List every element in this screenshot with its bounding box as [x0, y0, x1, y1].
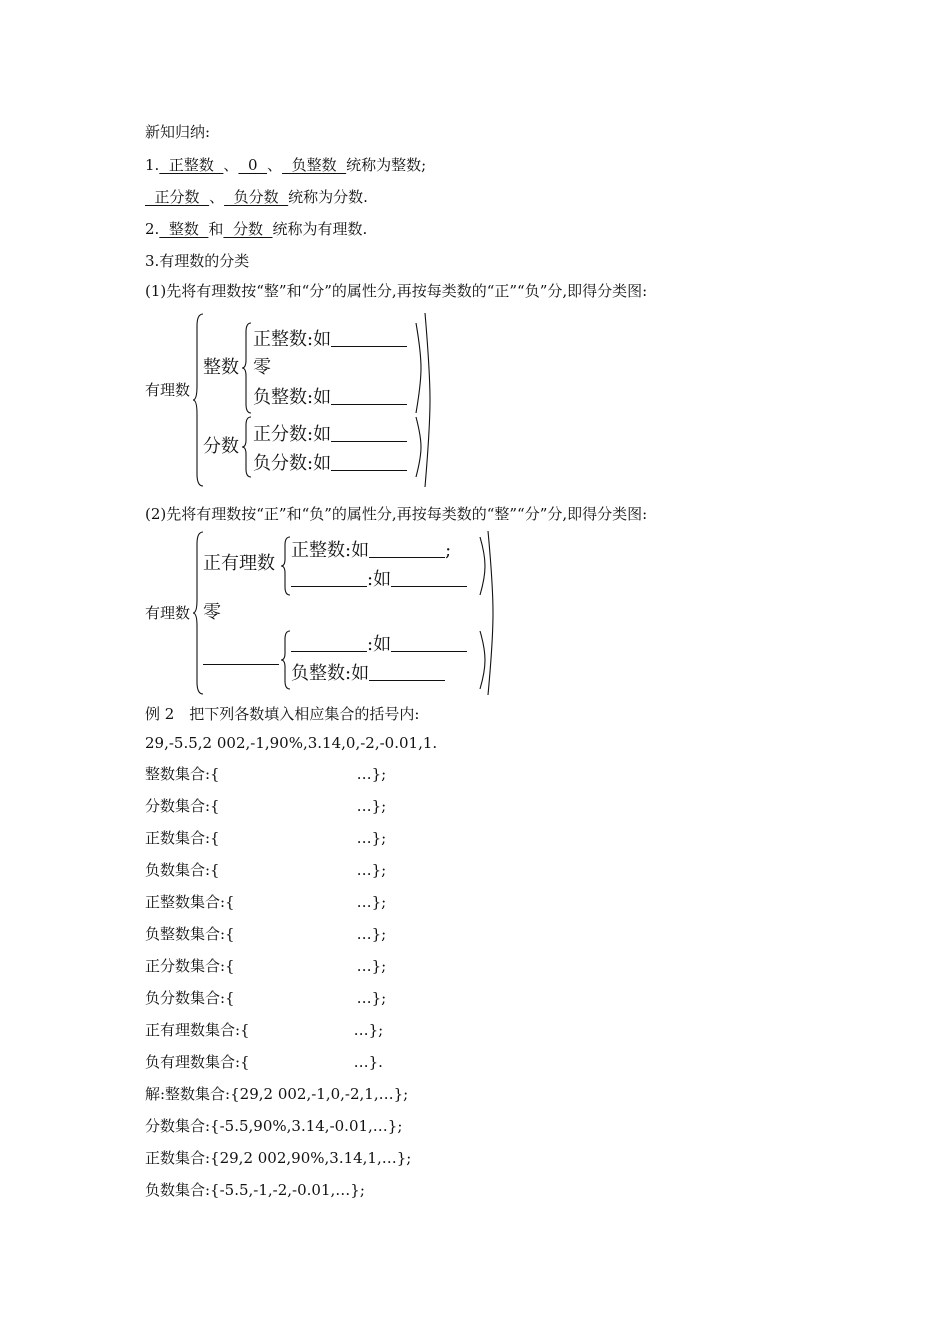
left-brace-icon — [242, 322, 252, 414]
negative-fraction-example — [253, 453, 407, 475]
set-line — [145, 764, 386, 784]
positive-fraction-example — [253, 424, 407, 446]
classification-2-caption: (2)先将有理数按“正”和“负”的属性分,再按每类数的“整”“分”分,即得分类图: — [145, 505, 648, 523]
set-line — [145, 988, 386, 1008]
fill-blank — [391, 586, 467, 587]
left-brace-icon — [281, 536, 291, 596]
fill-blank — [331, 470, 407, 471]
set-name: 整数集合:{ — [145, 765, 220, 783]
answer-blank: 正整数 — [159, 156, 224, 174]
set-close: …}; — [356, 829, 387, 847]
item-number: 1. — [145, 156, 160, 174]
answer-blank: 负整数 — [282, 156, 347, 174]
set-line — [145, 892, 386, 912]
group-label-fraction: 分数 — [203, 436, 239, 457]
set-close: …}; — [356, 765, 387, 783]
item-label: 负整数:如 — [291, 663, 370, 684]
diagram-root-label: 有理数 — [145, 604, 191, 622]
set-close: …}; — [356, 861, 387, 879]
summary-item-1 — [145, 155, 426, 175]
example-numbers: 29,-5.5,2 002,-1,90%,3.14,0,-2,-0.01,1. — [145, 734, 438, 752]
fill-blank — [331, 346, 407, 347]
set-close: …}; — [356, 957, 387, 975]
set-name: 正数集合:{ — [145, 829, 220, 847]
right-paren-icon — [415, 322, 423, 414]
separator: 、 — [223, 156, 239, 174]
positive-fraction-example — [291, 569, 467, 591]
zero-label: 零 — [253, 357, 271, 378]
answer-blank: 分数 — [223, 220, 273, 238]
statement-text: 统称为有理数. — [272, 220, 368, 238]
set-line — [145, 1052, 383, 1072]
set-line — [145, 860, 386, 880]
solution-line: 分数集合:{-5.5,90%,3.14,-0.01,…}; — [145, 1117, 403, 1135]
set-line — [145, 796, 386, 816]
set-close: …}; — [353, 1021, 384, 1039]
negative-integer-example — [291, 663, 445, 685]
set-line — [145, 1020, 383, 1040]
classification-1-caption: (1)先将有理数按“整”和“分”的属性分,再按每类数的“正”“负”分,即得分类图: — [145, 282, 648, 300]
group-label-integer: 整数 — [203, 357, 239, 378]
fill-blank — [391, 651, 467, 652]
set-name: 分数集合:{ — [145, 797, 220, 815]
summary-item-3: 3.有理数的分类 — [145, 252, 250, 270]
summary-heading: 新知归纳: — [145, 123, 211, 141]
left-brace-icon — [281, 630, 291, 690]
fill-blank — [369, 680, 445, 681]
summary-item-1b — [145, 187, 368, 207]
set-name: 正分数集合:{ — [145, 957, 235, 975]
set-close: …}; — [356, 989, 387, 1007]
semicolon: ; — [445, 540, 452, 561]
set-name: 负有理数集合:{ — [145, 1053, 250, 1071]
item-label: 负分数:如 — [253, 453, 332, 474]
fill-blank — [331, 404, 407, 405]
item-label: 正分数:如 — [253, 424, 332, 445]
statement-text: 统称为分数. — [288, 188, 368, 206]
fill-blank — [291, 586, 367, 587]
positive-integer-example — [253, 329, 407, 351]
solution-line: 正数集合:{29,2 002,90%,3.14,1,…}; — [145, 1149, 412, 1167]
left-brace-icon — [242, 416, 252, 478]
set-name: 正整数集合:{ — [145, 893, 235, 911]
fill-blank — [291, 651, 367, 652]
set-name: 负整数集合:{ — [145, 925, 235, 943]
fill-blank — [331, 441, 407, 442]
group-label-positive-rational: 正有理数 — [203, 553, 275, 574]
right-paren-icon — [415, 416, 423, 478]
item-number: 2. — [145, 220, 160, 238]
fill-blank — [369, 557, 445, 558]
answer-blank: 整数 — [159, 220, 209, 238]
solution-line: 解:整数集合:{29,2 002,-1,0,-2,1,…}; — [145, 1085, 409, 1103]
item-label: 正整数:如 — [291, 540, 370, 561]
negative-integer-example — [253, 387, 407, 409]
right-paren-icon — [424, 312, 432, 488]
answer-blank: 0 — [238, 156, 268, 174]
set-line — [145, 828, 386, 848]
summary-item-2 — [145, 219, 367, 239]
answer-blank: 负分数 — [224, 188, 289, 206]
item-label: :如 — [367, 569, 392, 590]
right-paren-icon — [479, 630, 487, 690]
separator: 、 — [209, 188, 225, 206]
negative-fraction-example — [291, 634, 467, 656]
set-line — [145, 956, 386, 976]
set-name: 负分数集合:{ — [145, 989, 235, 1007]
separator: 、 — [267, 156, 283, 174]
right-paren-icon — [479, 536, 487, 596]
right-paren-icon — [487, 530, 495, 696]
item-label: :如 — [367, 634, 392, 655]
connector-text: 和 — [208, 220, 224, 238]
answer-blank: 正分数 — [145, 188, 210, 206]
item-label: 负整数:如 — [253, 387, 332, 408]
set-line — [145, 924, 386, 944]
classification-diagram-1 — [145, 312, 445, 488]
zero-label: 零 — [203, 602, 221, 623]
statement-text: 统称为整数; — [346, 156, 427, 174]
classification-diagram-2 — [145, 530, 505, 696]
left-brace-icon — [193, 312, 205, 488]
positive-integer-example — [291, 540, 451, 562]
set-close: …}. — [353, 1053, 383, 1071]
group-name-blank — [203, 646, 279, 665]
solution-line: 负数集合:{-5.5,-1,-2,-0.01,…}; — [145, 1181, 365, 1199]
item-label: 正整数:如 — [253, 329, 332, 350]
set-close: …}; — [356, 797, 387, 815]
set-close: …}; — [356, 893, 387, 911]
example-title: 例 2 把下列各数填入相应集合的括号内: — [145, 705, 420, 723]
set-name: 负数集合:{ — [145, 861, 220, 879]
diagram-root-label: 有理数 — [145, 381, 191, 399]
set-close: …}; — [356, 925, 387, 943]
set-name: 正有理数集合:{ — [145, 1021, 250, 1039]
